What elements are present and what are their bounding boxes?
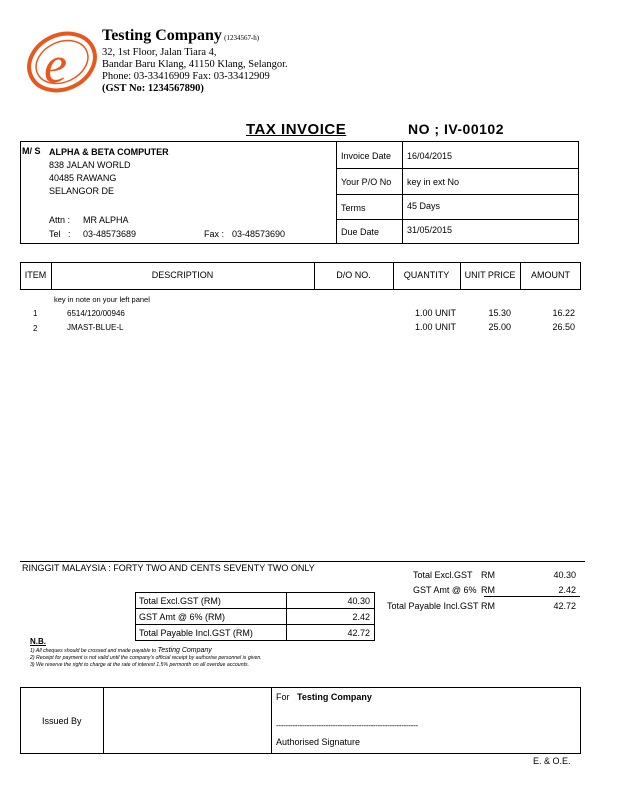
header-quantity: QUANTITY — [403, 270, 450, 280]
row-amount: 26.50 — [552, 322, 575, 332]
gst-amount-value: 2.42 — [558, 585, 576, 595]
company-address-2: Bandar Baru Klang, 41150 Klang, Selangor. — [102, 59, 288, 70]
row-amount: 16.22 — [552, 308, 575, 318]
tel-label: Tel : — [49, 229, 71, 239]
total-excl-value: 40.30 — [553, 570, 576, 580]
gst-amount-currency: RM — [481, 585, 495, 595]
customer-address-2: 40485 RAWANG — [49, 173, 117, 183]
row-unit-price: 25.00 — [488, 322, 511, 332]
issued-by-label: Issued By — [42, 716, 82, 726]
row-item: 1 — [33, 309, 38, 318]
terms-value: 45 Days — [407, 201, 441, 211]
header-unit-price: UNIT PRICE — [464, 270, 516, 280]
po-label: Your P/O No — [341, 177, 392, 187]
box-payable-label: Total Payable Incl.GST (RM) — [139, 628, 253, 638]
note-line-3: 3) We reserve the right to charge at the rate of interest 1.5% permonth on all overdue accounts. — [30, 662, 250, 668]
total-excl-label: Total Excl.GST — [413, 570, 473, 580]
box-gst-value: 2.42 — [352, 612, 370, 622]
header-amount: AMOUNT — [531, 270, 570, 280]
notes-block — [30, 647, 262, 669]
customer-name: ALPHA & BETA COMPUTER — [49, 147, 169, 157]
box-excl-value: 40.30 — [347, 596, 370, 606]
for-company-name: Testing Company — [297, 692, 372, 702]
company-name: Testing Company — [102, 27, 222, 44]
row-description: JMAST-BLUE-L — [67, 323, 124, 332]
table-note: key in note on your left panel — [54, 295, 150, 304]
company-logo — [22, 30, 97, 95]
company-reg-no: (1234567-h) — [224, 34, 260, 42]
box-gst-label: GST Amt @ 6% (RM) — [139, 612, 225, 622]
total-excl-currency: RM — [481, 570, 495, 580]
attn-label: Attn : — [49, 215, 71, 225]
eoe-label: E. & O.E. — [533, 756, 571, 766]
company-address-1: 32, 1st Floor, Jalan Tiara 4, — [102, 47, 217, 58]
header-item: ITEM — [24, 270, 47, 280]
company-logo-icon — [22, 30, 97, 95]
company-gst: (GST No: 1234567890) — [102, 83, 204, 94]
fax-value: 03-48573690 — [232, 229, 286, 239]
tel-value: 03-48573689 — [83, 229, 137, 239]
note-line-1: 1) All cheques should be crossed and made payable to — [30, 648, 157, 654]
due-date-label: Due Date — [341, 227, 380, 237]
customer-address-3: SELANGOR DE — [49, 186, 115, 196]
due-date-value: 31/05/2015 — [407, 225, 453, 235]
row-quantity: 1.00 UNIT — [414, 308, 456, 318]
for-company — [276, 692, 372, 702]
customer-block — [49, 146, 169, 198]
signature-line: ------------------------------------------------------------ — [276, 721, 418, 730]
ms-label: M/ S — [22, 146, 41, 156]
company-phone: Phone: 03-33416909 Fax: 03-33412909 — [102, 71, 270, 82]
svg-text:e: e — [44, 37, 68, 94]
total-payable-label: Total Payable Incl.GST — [387, 601, 479, 611]
invoice-date-label: Invoice Date — [341, 151, 392, 161]
terms-label: Terms — [341, 203, 366, 213]
note-line-1-company: Testing Company — [157, 647, 212, 654]
fax-label: Fax : — [204, 229, 225, 239]
notes-heading: N.B. — [30, 637, 46, 646]
note-line-2: 2) Receipt for payment is not valid until the company's official receipt by authorise personnel is given. — [30, 655, 262, 661]
authorised-signature-label: Authorised Signature — [276, 737, 361, 747]
box-payable-value: 42.72 — [347, 628, 370, 638]
page-title: TAX INVOICE — [246, 121, 347, 138]
customer-address-1: 838 JALAN WORLD — [49, 160, 131, 170]
company-block — [102, 27, 288, 95]
total-payable-value: 42.72 — [553, 601, 576, 611]
row-description: 6514/120/00946 — [67, 309, 125, 318]
total-payable-currency: RM — [481, 601, 495, 611]
box-excl-label: Total Excl.GST (RM) — [139, 596, 221, 606]
row-unit-price: 15.30 — [488, 308, 511, 318]
for-label: For — [276, 692, 290, 702]
row-quantity: 1.00 UNIT — [414, 322, 456, 332]
header-do-no: D/O NO. — [336, 270, 371, 280]
po-value: key in ext No — [407, 177, 460, 187]
row-item: 2 — [33, 324, 38, 333]
header-description: DESCRIPTION — [151, 270, 214, 280]
attn-value: MR ALPHA — [83, 215, 129, 225]
amount-in-words: RINGGIT MALAYSIA : FORTY TWO AND CENTS SEVENTY TWO ONLY — [22, 563, 315, 573]
invoice-date-value: 16/04/2015 — [407, 151, 453, 161]
gst-amount-label: GST Amt @ 6% — [413, 585, 477, 595]
invoice-number: NO ; IV-00102 — [408, 121, 504, 137]
